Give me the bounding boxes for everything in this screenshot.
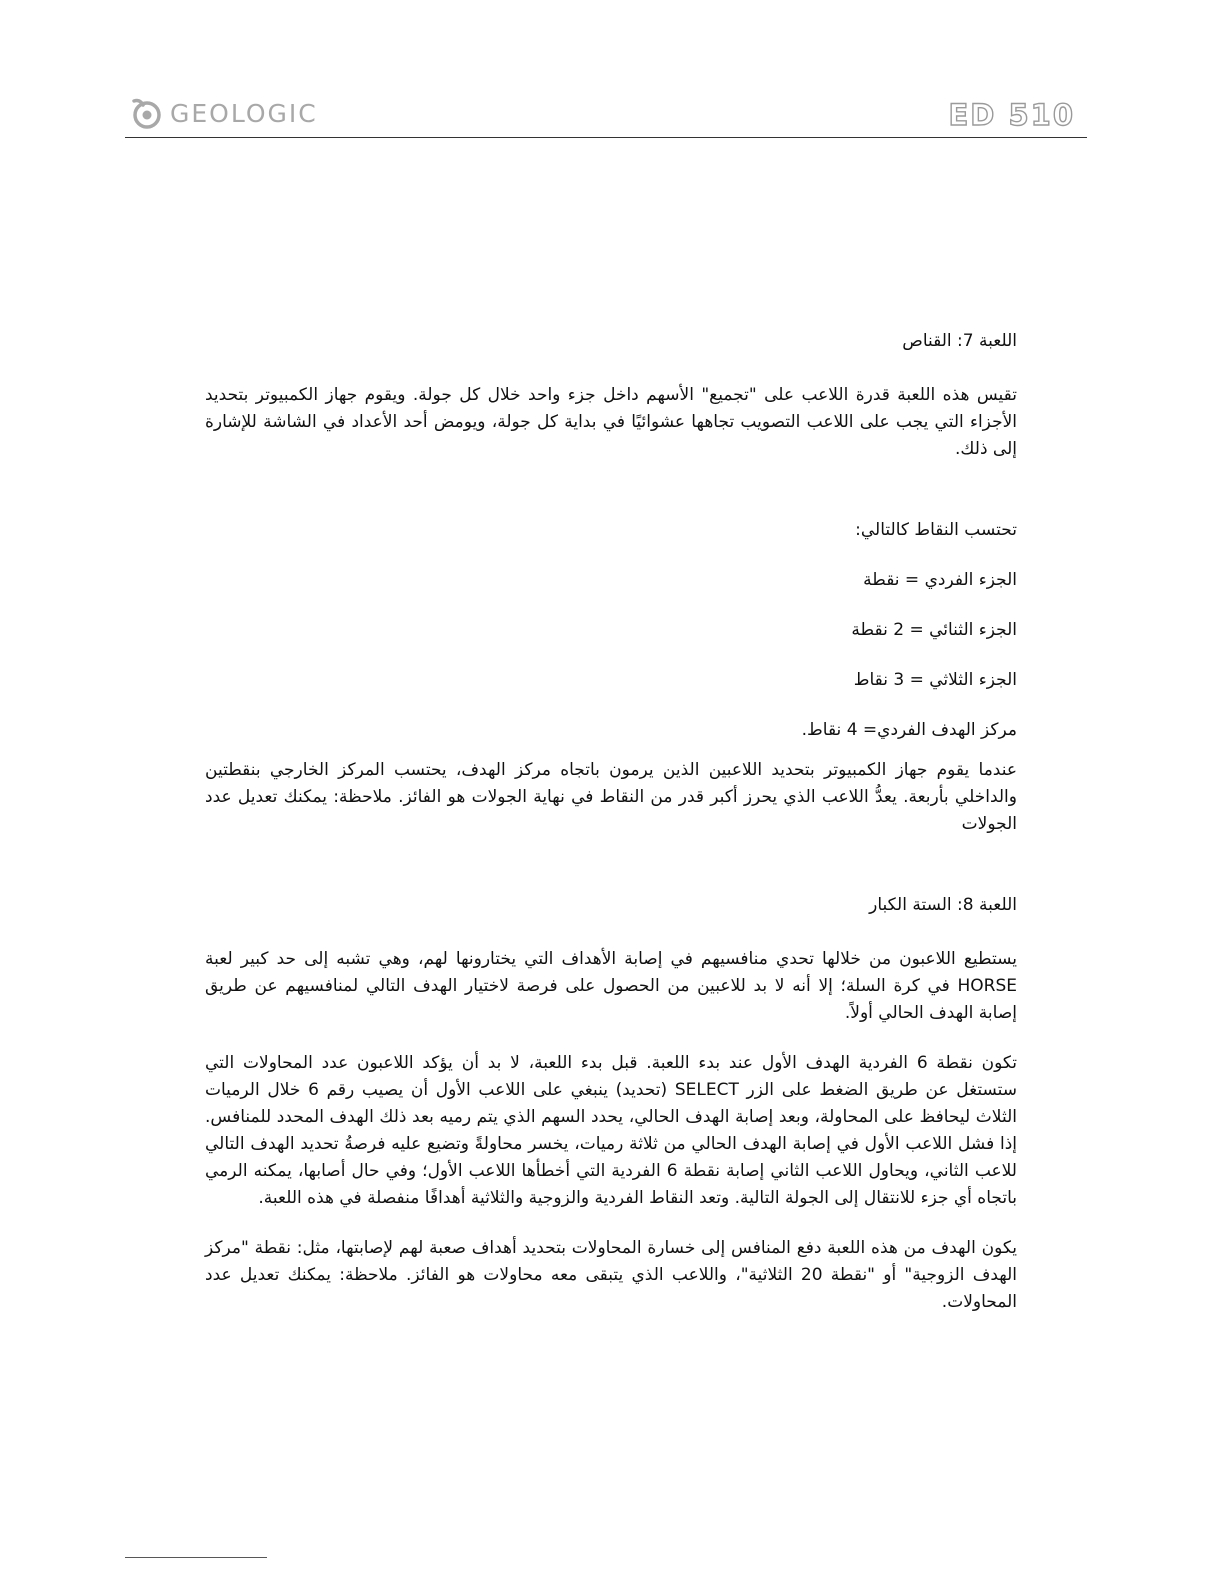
game8-paragraph-2: تكون نقطة 6 الفردية الهدف الأول عند بدء اللعبة. قبل بدء اللعبة، لا بد أن يؤكد اللاعبون عدد المحاولات التي ستستغل عن طريق الضغط على الزر SELECT (تحديد) ينبغي على اللاعب الأول أن يصيب رقم 6 خلال الرميات الثلاث ليحافظ على المحاولة، وبعد إصابة الهدف الحالي، يحدد السهم الذي يتم رميه بعد ذلك الهدف المحدد للمنافس. إذا فشل اللاعب الأول في إصابة الهدف الحالي من ثلاثة رميات، يخسر محاولةً وتضيع عليه فرصةُ تحديد الهدف التالي للاعب الثاني، ويحاول اللاعب الثاني إصابة نقطة 6 الفردية التي أخطأها اللاعب الأول؛ وفي حال أصابها، يمكنه الرمي باتجاه أي جزء للانتقال إلى الجولة التالية. وتعد النقاط الفردية والزوجية والثلاثية أهدافًا منفصلة في هذه اللعبة.: [205, 1053, 1018, 1208]
brand-name: GEOLOGIC: [170, 98, 318, 128]
game7-bull-note: عندما يقوم جهاز الكمبيوتر بتحديد اللاعبين الذين يرمون باتجاه مركز الهدف، يحتسب المركز الخارجي بنقطتين والداخلي بأربعة. يعدُّ اللاعب الذي يحرز أكبر قدر من النقاط في نهاية الجولات هو الفائز. ملاحظة: يمكنك تعديل عدد الجولات: [205, 760, 1017, 834]
model-name: ED 510: [948, 98, 1075, 132]
scoring-item-bull: مركز الهدف الفردي= 4 نقاط.: [801, 720, 1017, 740]
document-body: [205, 328, 1017, 1316]
game7-description: تقيس هذه اللعبة قدرة اللاعب على "تجميع" الأسهم داخل جزء واحد خلال كل جولة. ويقوم جهاز الكمبيوتر بتحديد الأجزاء التي يجب على اللاعب التصويب تجاهها عشوائيًا في بداية كل جولة، ويومض أحد الأعداد في الشاشة للإشارة إلى ذلك.: [205, 385, 1017, 459]
game8-title: اللعبة 8: الستة الكبار: [869, 895, 1017, 915]
game8-paragraph-3: يكون الهدف من هذه اللعبة دفع المنافس إلى خسارة المحاولات بتحديد أهداف صعبة لهم لإصابتها، مثل: نقطة "مركز الهدف الزوجية" أو "نقطة 20 الثلاثية"، واللاعب الذي يتبقى معه محاولات هو الفائز. ملاحظة: يمكنك تعديل عدد المحاولات.: [205, 1238, 1017, 1312]
game7-title: اللعبة 7: القناص: [902, 331, 1017, 351]
game7-scoring-intro: تحتسب النقاط كالتالي:: [855, 520, 1017, 540]
scoring-item-single: الجزء الفردي = نقطة: [863, 570, 1017, 590]
geologic-logo-icon: [128, 95, 164, 131]
page-header: [125, 92, 1087, 138]
scoring-item-triple: الجزء الثلاثي = 3 نقاط: [853, 670, 1017, 690]
brand-logo: [128, 95, 318, 131]
footnote-divider: [125, 1557, 267, 1558]
game8-paragraph-1: يستطيع اللاعبون من خلالها تحدي منافسيهم في إصابة الأهداف التي يختارونها لهم، وهي تشبه إلى حد كبير لعبة HORSE في كرة السلة؛ إلا أنه لا بد للاعبين من الحصول على فرصة لاختيار الهدف التالي لمنافسيهم عن طريق إصابة الهدف الحالي أولاً.: [205, 949, 1017, 1023]
scoring-item-double: الجزء الثنائي = 2 نقطة: [851, 620, 1017, 640]
